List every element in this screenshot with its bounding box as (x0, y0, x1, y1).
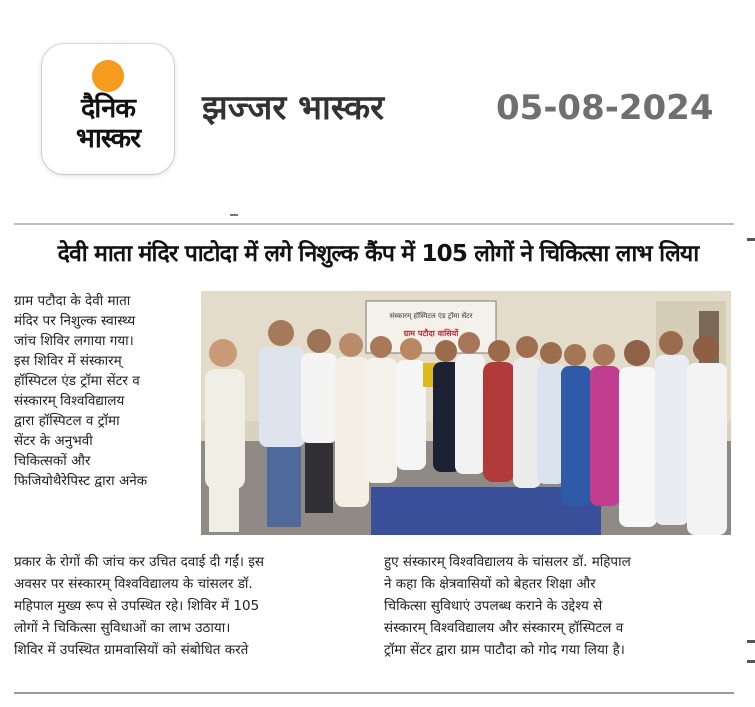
article-column-bottom-left (14, 551, 374, 661)
text-line: संस्कारम् विश्वविद्यालय (14, 393, 125, 409)
group-photo (201, 291, 731, 535)
top-divider (14, 223, 734, 225)
article-column-bottom-right (384, 551, 736, 661)
text-line: लोगों ने चिकित्सा सुविधाओं का लाभ उठाया। (14, 620, 231, 636)
text-line: हॉस्पिटल एंड ट्रॉमा सेंटर व (14, 373, 140, 389)
publication-date: 05-08-2024 (496, 88, 714, 128)
text-line: ग्राम पटौदा के देवी माता (14, 293, 131, 309)
text-line: शिविर में उपस्थित ग्रामवासियों को संबोधित करते (14, 642, 249, 658)
text-line: हुए संस्कारम् विश्वविद्यालय के चांसलर डॉ. महिपाल (384, 554, 631, 570)
edge-mark (747, 660, 755, 663)
text-line: महिपाल मुख्य रूप से उपस्थित रहे। शिविर में 105 (14, 598, 260, 614)
article-headline: देवी माता मंदिर पाटोदा में लगे निशुल्क कैंप में 105 लोगों ने चिकित्सा लाभ लिया (57, 241, 699, 267)
text-line: प्रकार के रोगों की जांच कर उचित दवाई दी गईं। इस (14, 554, 265, 570)
sun-icon (92, 60, 124, 92)
dainik-bhaskar-logo (42, 44, 174, 174)
article-column-left (14, 291, 202, 491)
text-line: संस्कारम् विश्वविद्यालय और संस्कारम् हॉस्पिटल व (384, 620, 624, 636)
logo-text-line1: दैनिक (80, 93, 136, 124)
edge-mark (747, 238, 755, 241)
text-line: अवसर पर संस्कारम् विश्वविद्यालय के चांसलर डॉ. (14, 576, 253, 592)
text-line: चिकित्सा सुविधाएं उपलब्ध कराने के उद्देश्य से (384, 598, 603, 614)
text-line: ने कहा कि क्षेत्रवासियों को बेहतर शिक्षा और (384, 576, 596, 592)
text-line: ट्रॉमा सेंटर द्वारा ग्राम पाटौदा को गोद गया लिया है। (384, 642, 625, 658)
logo-text-line2: भास्कर (75, 123, 141, 154)
edge-mark (747, 640, 755, 643)
text-line: जांच शिविर लगाया गया। (14, 333, 134, 349)
banner-text-line1: संस्कारम् हॉस्पिटल एंड ट्रॉमा सेंटर (389, 312, 473, 320)
text-line: सेंटर के अनुभवी (14, 433, 93, 449)
text-line: फिजियोथैरेपिस्ट द्वारा अनेक (14, 473, 148, 489)
group-photo-illustration (201, 291, 731, 535)
text-line: इस शिविर में संस्कारम् (14, 353, 122, 369)
divider-mark (230, 214, 238, 216)
text-line: द्वारा हॉस्पिटल व ट्रॉमा (14, 413, 120, 429)
text-line: चिकित्सकों और (14, 453, 91, 469)
text-line: मंदिर पर निशुल्क स्वास्थ्य (14, 313, 136, 329)
edition-name: झज्जर भास्कर (202, 88, 385, 128)
bottom-divider (14, 692, 734, 694)
banner-text-line2: ग्राम पटौदा वासियों (403, 329, 459, 338)
